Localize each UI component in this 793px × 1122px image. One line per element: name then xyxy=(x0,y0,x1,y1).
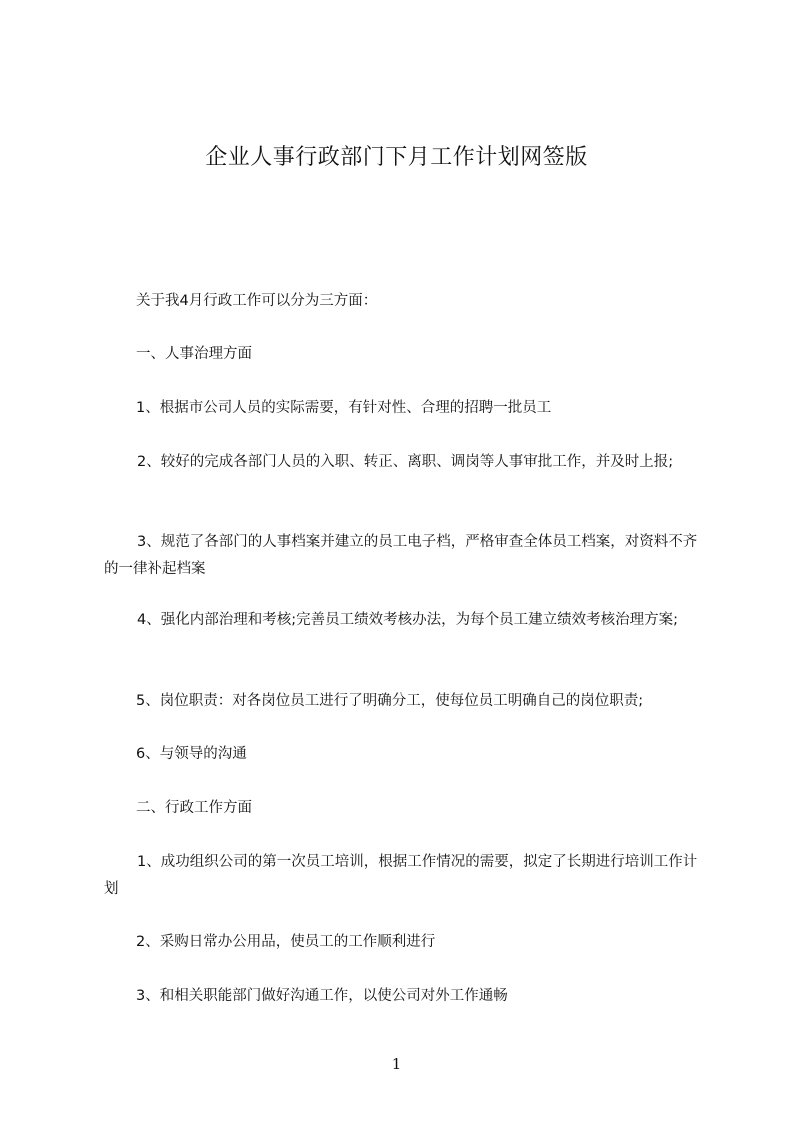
list-item: 3、和相关职能部门做好沟通工作，以使公司对外工作通畅 xyxy=(136,988,508,1004)
list-item: 2、采购日常办公用品，使员工的工作顺利进行 xyxy=(136,934,436,950)
page-number: 1 xyxy=(391,1055,402,1073)
section-heading-admin: 二、行政工作方面 xyxy=(136,800,252,816)
list-item: 3、规范了各部门的人事档案并建立的员工电子档，严格审查全体员工档案，对资料不齐的一律补起档案 xyxy=(104,534,698,577)
document-title: 企业人事行政部门下月工作计划网签版 xyxy=(205,145,588,170)
list-item: 4、强化内部治理和考核;完善员工绩效考核办法，为每个员工建立绩效考核治理方案; xyxy=(137,612,678,628)
section-heading-personnel: 一、人事治理方面 xyxy=(136,346,252,362)
list-item: 2、较好的完成各部门人员的入职、转正、离职、调岗等人事审批工作，并及时上报; xyxy=(137,454,674,470)
paragraph-intro: 关于我4月行政工作可以分为三方面： xyxy=(136,293,378,309)
list-item: 1、根据市公司人员的实际需要，有针对性、合理的招聘一批员工 xyxy=(136,400,552,416)
list-item: 6、与领导的沟通 xyxy=(136,746,247,762)
list-item: 5、岗位职责：对各岗位员工进行了明确分工，使每位员工明确自己的岗位职责; xyxy=(136,693,644,709)
list-item: 1、成功组织公司的第一次员工培训，根据工作情况的需要，拟定了长期进行培训工作计划 xyxy=(104,854,698,897)
